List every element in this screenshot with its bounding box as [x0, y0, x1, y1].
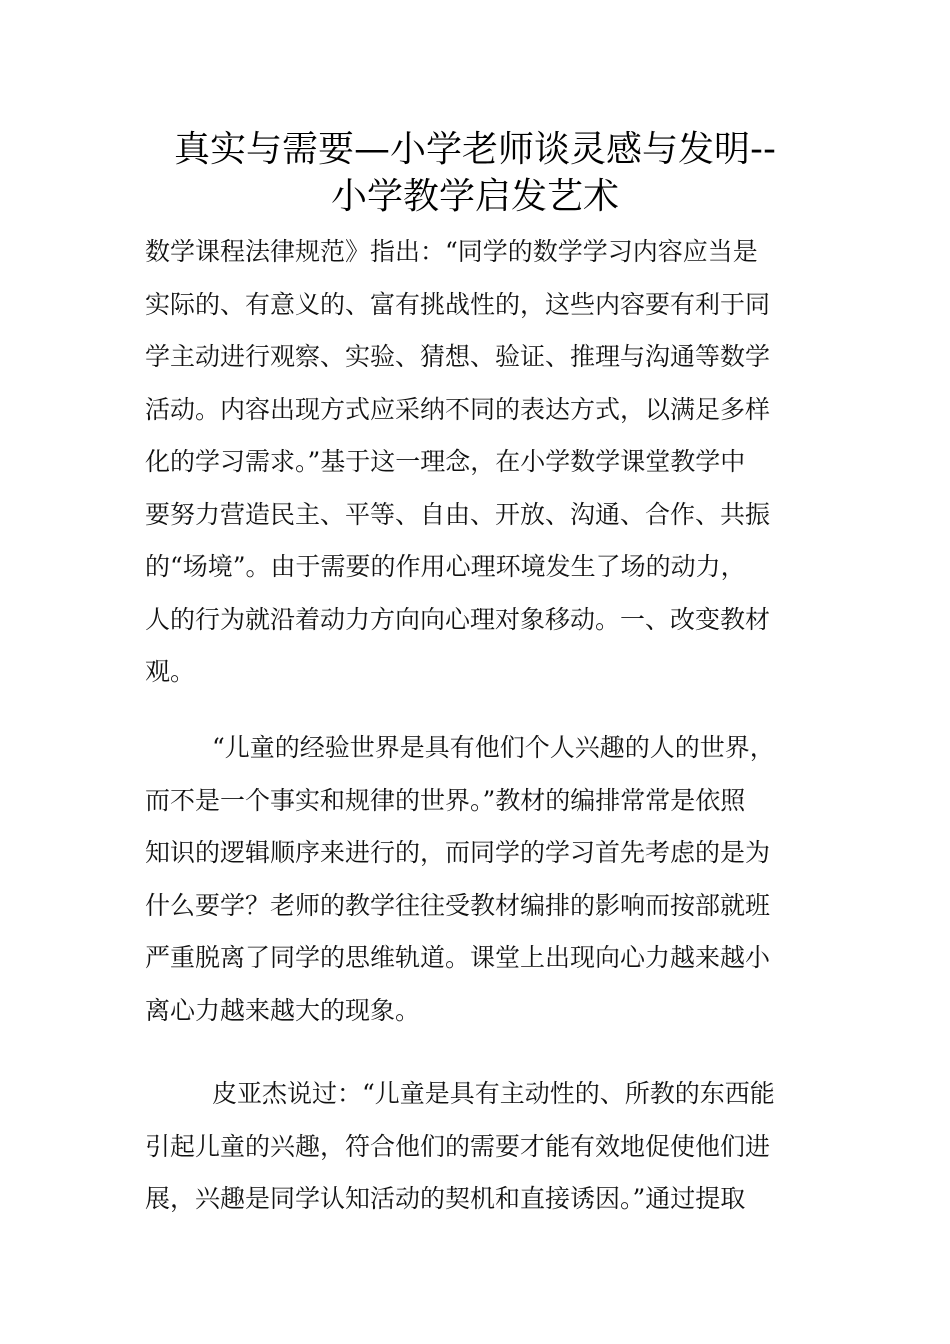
text-line: 而不是一个事实和规律的世界。”教材的编排常常是依照	[145, 785, 746, 815]
document-title	[140, 126, 810, 220]
text-line: 活动。内容出现方式应采纳不同的表达方式，以满足多样	[145, 394, 771, 424]
text-line: 展，兴趣是同学认知活动的契机和直接诱因。”通过提取	[145, 1184, 746, 1213]
paragraph-2	[145, 722, 810, 1037]
text-line: 皮亚杰说过：“儿童是具有主动性的、所教的东西能	[212, 1079, 775, 1108]
text-line: 学主动进行观察、实验、猜想、验证、推理与沟通等数学	[145, 342, 771, 371]
text-line: 离心力越来越大的现象。	[145, 995, 421, 1025]
text-line: “儿童的经验世界是具有他们个人兴趣的人的世界，	[212, 733, 775, 762]
text-line: 的“场境”。由于需要的作用心理环境发生了场的动力，	[145, 552, 746, 581]
paragraph-1	[145, 226, 810, 699]
text-line: 什么要学？老师的教学往往受教材编排的影响而按部就班	[145, 890, 771, 920]
title-line-2: 小学教学启发艺术	[330, 176, 619, 217]
text-line: 化的学习需求。”基于这一理念，在小学数学课堂教学中	[145, 447, 746, 476]
text-line: 引起儿童的兴趣，符合他们的需要才能有效地促使他们进	[145, 1131, 771, 1161]
text-line: 要努力营造民主、平等、自由、开放、沟通、合作、共振	[145, 499, 771, 529]
text-line: 数学课程法律规范》指出：“同学的数学学习内容应当是	[145, 237, 758, 266]
text-line: 观。	[145, 657, 196, 686]
title-line-1: 真实与需要—小学老师谈灵感与发明--	[174, 129, 776, 170]
paragraph-3	[145, 1068, 810, 1226]
text-line: 严重脱离了同学的思维轨道。课堂上出现向心力越来越小	[145, 943, 771, 972]
text-line: 知识的逻辑顺序来进行的，而同学的学习首先考虑的是为	[145, 838, 771, 867]
text-line: 实际的、有意义的、富有挑战性的，这些内容要有利于同	[145, 289, 771, 319]
text-line: 人的行为就沿着动力方向向心理对象移动。一、改变教材	[145, 604, 771, 634]
